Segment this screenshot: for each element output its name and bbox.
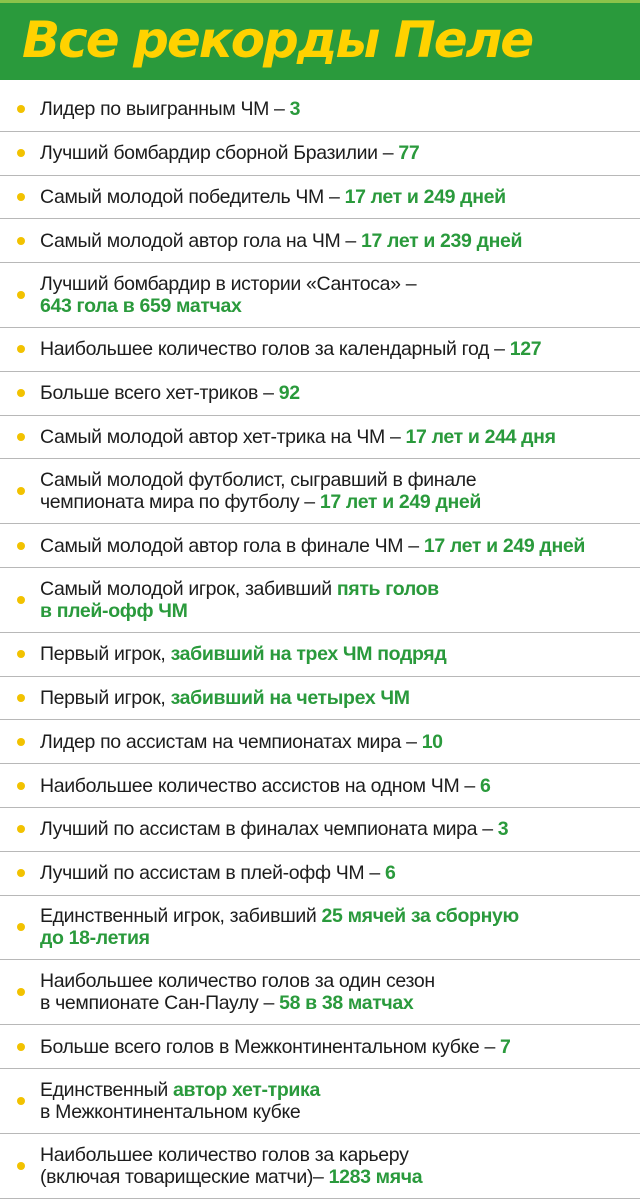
- bullet-icon: [17, 237, 25, 245]
- list-item: [0, 677, 640, 721]
- page-title: Все рекорды Пеле: [22, 11, 533, 69]
- record-value: 77: [398, 142, 420, 165]
- record-label: Самый молодой автор гола на ЧМ –: [40, 229, 361, 252]
- record-label: Лучший бомбардир в истории «Сантоса» –: [40, 273, 417, 296]
- record-label: Наибольшее количество голов за календарный год –: [40, 338, 510, 361]
- record-value: 17 лет и 239 дней: [361, 229, 523, 252]
- record-label: Единственный: [40, 1078, 174, 1101]
- bullet-icon: [17, 149, 25, 157]
- bullet-icon: [17, 487, 25, 495]
- list-item: [0, 764, 640, 808]
- list-item: [0, 176, 640, 220]
- list-item: [0, 219, 640, 263]
- bullet-icon: [17, 825, 25, 833]
- record-label: Первый игрок,: [40, 686, 171, 709]
- bullet-icon: [17, 923, 25, 931]
- list-item: [0, 568, 640, 633]
- record-label: Наибольшее количество голов за один сезон: [40, 970, 435, 993]
- record-label: Больше всего хет-триков –: [40, 382, 279, 405]
- record-value: 7: [500, 1035, 511, 1058]
- list-item: [0, 416, 640, 460]
- record-value: 643 гола в 659 матчах: [40, 295, 242, 318]
- list-item: [0, 328, 640, 372]
- bullet-icon: [17, 650, 25, 658]
- list-item: [0, 132, 640, 176]
- record-label-continued: в Межконтинентальном кубке: [40, 1100, 301, 1123]
- record-label-continued: (включая товарищеские матчи)–: [40, 1165, 329, 1188]
- bullet-icon: [17, 105, 25, 113]
- record-value: 10: [421, 730, 443, 753]
- record-value: 3: [289, 98, 301, 121]
- list-item: [0, 524, 640, 568]
- list-item: [0, 720, 640, 764]
- bullet-icon: [17, 1097, 25, 1105]
- list-item: [0, 459, 640, 524]
- record-label: Лидер по выигранным ЧМ –: [40, 98, 290, 121]
- list-item: [0, 633, 640, 677]
- records-list: [0, 88, 640, 1199]
- record-value-continued: до 18-летия: [40, 927, 150, 950]
- bullet-icon: [17, 869, 25, 877]
- record-label: Лучший по ассистам в финалах чемпионата мира –: [40, 818, 498, 841]
- record-value: 25 мячей за сборную: [321, 905, 519, 928]
- record-value: 92: [278, 382, 300, 405]
- list-item: [0, 1134, 640, 1199]
- record-label: Лучший по ассистам в плей-офф ЧМ –: [40, 862, 385, 885]
- record-value: 17 лет и 249 дней: [423, 534, 586, 557]
- bullet-icon: [17, 1043, 25, 1051]
- bullet-icon: [17, 738, 25, 746]
- record-value: забивший на четырех ЧМ: [170, 686, 410, 709]
- record-value: 58 в 38 матчах: [279, 992, 414, 1015]
- record-value: 6: [384, 862, 396, 885]
- record-label-continued: чемпионата мира по футболу –: [40, 491, 320, 514]
- bullet-icon: [17, 193, 25, 201]
- bullet-icon: [17, 782, 25, 790]
- record-label-continued: в чемпионате Сан-Паулу –: [40, 992, 280, 1015]
- record-value: 17 лет и 249 дней: [344, 185, 506, 208]
- bullet-icon: [17, 291, 25, 299]
- list-item: [0, 263, 640, 328]
- record-label: Лидер по ассистам на чемпионатах мира –: [40, 730, 422, 753]
- record-value: пять голов: [336, 577, 439, 600]
- record-label: Больше всего голов в Межконтинентальном кубке –: [40, 1035, 501, 1058]
- record-label: Самый молодой футболист, сыгравший в финале: [40, 469, 477, 492]
- bullet-icon: [17, 988, 25, 996]
- record-value-continued: в плей-офф ЧМ: [40, 599, 188, 622]
- list-item: [0, 852, 640, 896]
- record-value: 17 лет и 244 дня: [405, 425, 556, 448]
- record-value: 17 лет и 249 дней: [319, 491, 482, 514]
- bullet-icon: [17, 389, 25, 397]
- record-label: Самый молодой игрок, забивший: [40, 577, 337, 600]
- bullet-icon: [17, 1162, 25, 1170]
- list-item: [0, 372, 640, 416]
- record-label: Наибольшее количество ассистов на одном ЧМ –: [40, 774, 480, 797]
- list-item: [0, 808, 640, 852]
- record-label: Лучший бомбардир сборной Бразилии –: [40, 142, 399, 165]
- record-label: Самый молодой победитель ЧМ –: [40, 185, 345, 208]
- record-value: 1283 мяча: [328, 1165, 423, 1188]
- bullet-icon: [17, 433, 25, 441]
- record-label: Наибольшее количество голов за карьеру: [40, 1143, 409, 1166]
- list-item: [0, 960, 640, 1025]
- record-value: автор хет-трика: [173, 1078, 320, 1101]
- list-item: [0, 1069, 640, 1134]
- header-banner: [0, 0, 640, 80]
- bullet-icon: [17, 596, 25, 604]
- list-item: [0, 1025, 640, 1069]
- record-value: 127: [509, 338, 542, 361]
- record-label: Самый молодой автор хет-трика на ЧМ –: [40, 425, 406, 448]
- bullet-icon: [17, 694, 25, 702]
- record-value: 3: [497, 818, 509, 841]
- list-item: [0, 896, 640, 961]
- list-item: [0, 88, 640, 132]
- bullet-icon: [17, 542, 25, 550]
- record-value: забивший на трех ЧМ подряд: [170, 643, 447, 666]
- record-label: Самый молодой автор гола в финале ЧМ –: [40, 534, 424, 557]
- record-value: 6: [479, 774, 491, 797]
- record-label: Первый игрок,: [40, 643, 171, 666]
- record-label: Единственный игрок, забивший: [40, 905, 322, 928]
- bullet-icon: [17, 345, 25, 353]
